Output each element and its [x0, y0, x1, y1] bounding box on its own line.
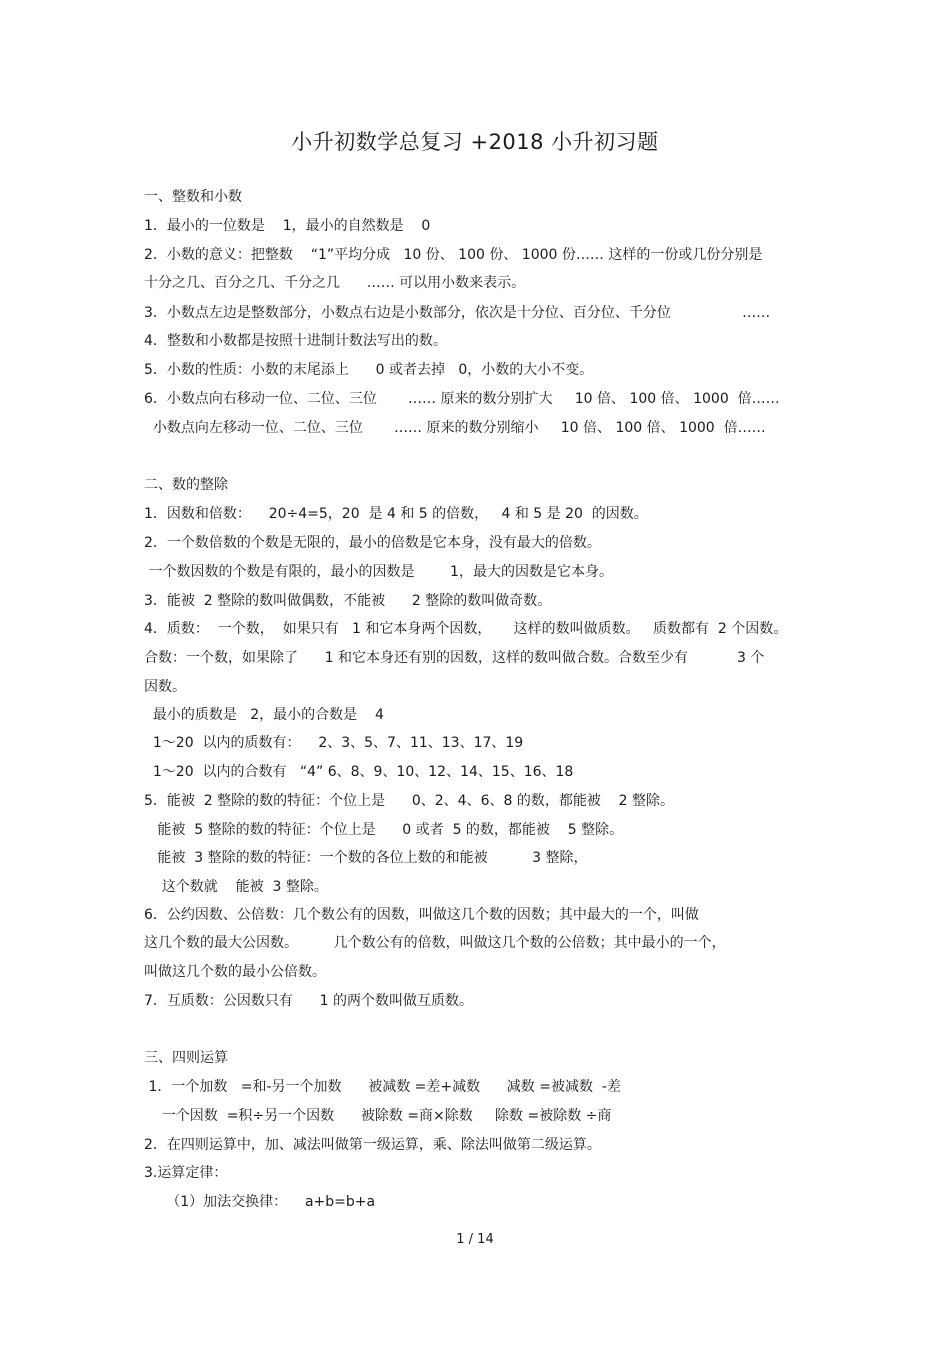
section-heading-2: 二、数的整除 [144, 477, 228, 493]
text-line: 小数点向左移动一位、二位、三位 …… 原来的数分别缩小 10 倍、 100 倍、 1000 倍…… [144, 420, 766, 436]
text-line: 能被 5 整除的数的特征：个位上是 0 或者 5 的数，都能被 5 整除。 [144, 822, 624, 838]
text-line: 1．最小的一位数是 1，最小的自然数是 0 [144, 218, 431, 234]
text-line: 2．在四则运算中，加、减法叫做第一级运算，乘、除法叫做第二级运算。 [144, 1137, 601, 1153]
text-line: 一个因数 =积÷另一个因数 被除数 =商×除数 除数 =被除数 ÷商 [144, 1108, 612, 1124]
text-line: 1～20 以内的质数有： 2、3、5、7、11、13、17、19 [144, 735, 524, 751]
text-line: 一个数因数的个数是有限的，最小的因数是 1，最大的因数是它本身。 [144, 564, 613, 580]
text-line: 叫做这几个数的最小公倍数。 [144, 964, 326, 980]
text-line: 4．质数： 一个数， 如果只有 1 和它本身两个因数， 这样的数叫做质数。 质数都有 2 个因数。 [144, 621, 788, 637]
section-heading-3: 三、四则运算 [144, 1050, 228, 1066]
text-line: 1．因数和倍数： 20÷4=5，20 是 4 和 5 的倍数， 4 和 5 是 20 的因数。 [144, 506, 648, 522]
text-line: 3．能被 2 整除的数叫做偶数，不能被 2 整除的数叫做奇数。 [144, 593, 552, 609]
text-line: 1．一个加数 =和-另一个加数 被减数 =差+减数 减数 =被减数 -差 [144, 1079, 621, 1095]
text-line: 4．整数和小数都是按照十进制计数法写出的数。 [144, 333, 447, 349]
text-line: 2．小数的意义：把整数 “1”平均分成 10 份、 100 份、 1000 份…… 这样的一份或几份分别是 [144, 247, 763, 263]
text-line: 这个数就 能被 3 整除。 [144, 879, 328, 895]
text-line: 1～20 以内的合数有 “4” 6、8、9、10、12、14、15、16、18 [144, 764, 574, 780]
text-line: 2．一个数倍数的个数是无限的，最小的倍数是它本身，没有最大的倍数。 [144, 535, 601, 551]
text-line: 最小的质数是 2，最小的合数是 4 [144, 707, 384, 723]
text-line: 5．小数的性质：小数的末尾添上 0 或者去掉 0，小数的大小不变。 [144, 362, 594, 378]
text-line: 7．互质数：公因数只有 1 的两个数叫做互质数。 [144, 993, 473, 1009]
page-number: 1 / 14 [456, 1232, 494, 1247]
text-line: 3．小数点左边是整数部分，小数点右边是小数部分，依次是十分位、百分位、千分位 …… [144, 305, 771, 321]
text-line: 5．能被 2 整除的数的特征：个位上是 0、2、4、6、8 的数，都能被 2 整除。 [144, 793, 675, 809]
document-title: 小升初数学总复习 +2018 小升初习题 [291, 130, 659, 154]
text-line: （1）加法交换律： a+b=b+a [144, 1194, 376, 1210]
text-line: 能被 3 整除的数的特征：一个数的各位上数的和能被 3 整除， [144, 850, 588, 866]
text-line: 合数：一个数，如果除了 1 和它本身还有别的因数，这样的数叫做合数。合数至少有 3 个 [144, 650, 765, 666]
text-line: 十分之几、百分之几、千分之几 …… 可以用小数来表示。 [144, 275, 526, 291]
text-line: 这几个数的最大公因数。 几个数公有的倍数，叫做这几个数的公倍数；其中最小的一个， [144, 935, 726, 951]
text-line: 6．小数点向右移动一位、二位、三位 …… 原来的数分别扩大 10 倍、 100 倍、 1000 倍…… [144, 391, 780, 407]
text-line: 3.运算定律： [144, 1165, 228, 1181]
section-heading-1: 一、整数和小数 [144, 189, 242, 205]
text-line: 因数。 [144, 679, 186, 695]
text-line: 6．公约因数、公倍数：几个数公有的因数，叫做这几个数的因数；其中最大的一个，叫做 [144, 907, 699, 923]
